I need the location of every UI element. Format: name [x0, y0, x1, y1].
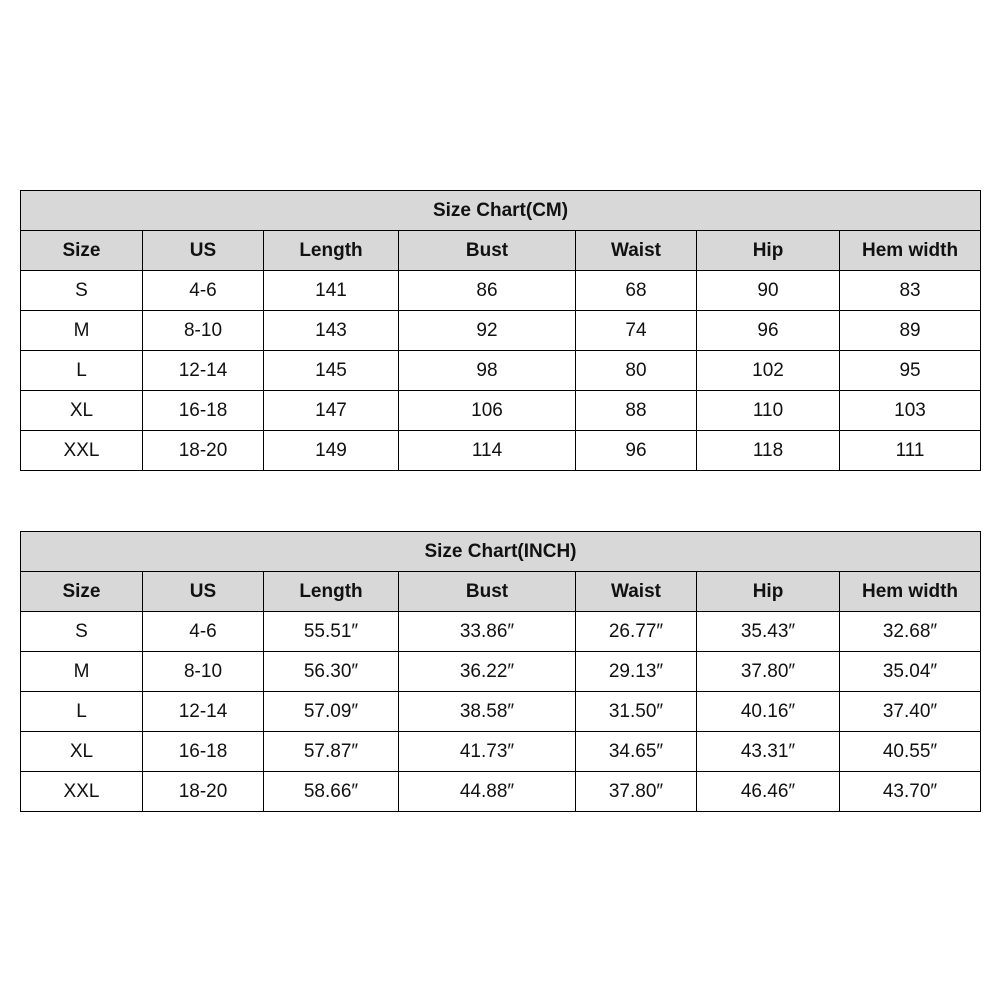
table-cell: 43.31″ [697, 732, 840, 772]
table-cell: L [21, 351, 143, 391]
table-row [21, 431, 981, 471]
column-header-waist: Waist [576, 231, 697, 271]
table-cell: 149 [264, 431, 399, 471]
table-cell: 141 [264, 271, 399, 311]
table-row [21, 732, 981, 772]
table-cell: 31.50″ [576, 692, 697, 732]
table-cell: 86 [399, 271, 576, 311]
table-cell: 12-14 [143, 692, 264, 732]
table-cell: 37.80″ [576, 772, 697, 812]
column-header-length: Length [264, 231, 399, 271]
table-row [21, 351, 981, 391]
table-cell: 18-20 [143, 772, 264, 812]
column-header-bust: Bust [399, 572, 576, 612]
table-cell: 103 [840, 391, 981, 431]
column-header-us: US [143, 231, 264, 271]
table-cell: 36.22″ [399, 652, 576, 692]
table-cell: 147 [264, 391, 399, 431]
table-cell: 33.86″ [399, 612, 576, 652]
table-cell: 98 [399, 351, 576, 391]
table-row [21, 311, 981, 351]
table-cell: 35.43″ [697, 612, 840, 652]
table-header-row [21, 231, 981, 271]
table-cell: 4-6 [143, 271, 264, 311]
table-cell: 8-10 [143, 311, 264, 351]
table-cell: 8-10 [143, 652, 264, 692]
table-cell: 34.65″ [576, 732, 697, 772]
column-header-us: US [143, 572, 264, 612]
table-cell: 57.87″ [264, 732, 399, 772]
column-header-bust: Bust [399, 231, 576, 271]
table-cell: 44.88″ [399, 772, 576, 812]
table-row [21, 652, 981, 692]
table-row [21, 772, 981, 812]
table-cell: 32.68″ [840, 612, 981, 652]
table-cell: 102 [697, 351, 840, 391]
table-cell: 38.58″ [399, 692, 576, 732]
table-cell: 118 [697, 431, 840, 471]
table-cell: 12-14 [143, 351, 264, 391]
table-cell: 41.73″ [399, 732, 576, 772]
table-cell: 57.09″ [264, 692, 399, 732]
table-row [21, 271, 981, 311]
table-cell: 145 [264, 351, 399, 391]
table-cell: 89 [840, 311, 981, 351]
size-chart-inch-table [20, 531, 981, 812]
column-header-hip: Hip [697, 572, 840, 612]
table-cell: XXL [21, 431, 143, 471]
table-cell: 95 [840, 351, 981, 391]
column-header-length: Length [264, 572, 399, 612]
table-cell: 26.77″ [576, 612, 697, 652]
table-cell: 16-18 [143, 391, 264, 431]
table-cell: 35.04″ [840, 652, 981, 692]
column-header-size: Size [21, 572, 143, 612]
table-cell: 111 [840, 431, 981, 471]
table-cell: XL [21, 391, 143, 431]
table-row [21, 692, 981, 732]
table-cell: L [21, 692, 143, 732]
table-row [21, 391, 981, 431]
column-header-size: Size [21, 231, 143, 271]
table-title-row [21, 532, 981, 572]
table-cell: 16-18 [143, 732, 264, 772]
table-cell: 88 [576, 391, 697, 431]
table-header-row [21, 572, 981, 612]
table-cell: 58.66″ [264, 772, 399, 812]
table-cell: 18-20 [143, 431, 264, 471]
table-cell: 4-6 [143, 612, 264, 652]
table-cell: XL [21, 732, 143, 772]
table-cell: 55.51″ [264, 612, 399, 652]
table-cell: 114 [399, 431, 576, 471]
column-header-waist: Waist [576, 572, 697, 612]
table-cell: 74 [576, 311, 697, 351]
table-title: Size Chart(CM) [21, 191, 981, 231]
column-header-hem-width: Hem width [840, 231, 981, 271]
table-cell: 56.30″ [264, 652, 399, 692]
table-cell: 96 [576, 431, 697, 471]
column-header-hip: Hip [697, 231, 840, 271]
table-cell: 92 [399, 311, 576, 351]
table-cell: 143 [264, 311, 399, 351]
table-cell: 40.55″ [840, 732, 981, 772]
table-title-row [21, 191, 981, 231]
table-cell: 37.80″ [697, 652, 840, 692]
table-title: Size Chart(INCH) [21, 532, 981, 572]
table-cell: 80 [576, 351, 697, 391]
table-cell: 96 [697, 311, 840, 351]
table-cell: 46.46″ [697, 772, 840, 812]
table-cell: 83 [840, 271, 981, 311]
table-cell: M [21, 311, 143, 351]
size-chart-cm-table [20, 190, 981, 471]
table-cell: M [21, 652, 143, 692]
table-cell: 43.70″ [840, 772, 981, 812]
table-cell: XXL [21, 772, 143, 812]
table-cell: 110 [697, 391, 840, 431]
table-row [21, 612, 981, 652]
table-cell: 37.40″ [840, 692, 981, 732]
table-cell: 40.16″ [697, 692, 840, 732]
table-cell: 106 [399, 391, 576, 431]
table-cell: S [21, 612, 143, 652]
table-cell: 29.13″ [576, 652, 697, 692]
table-cell: 68 [576, 271, 697, 311]
column-header-hem-width: Hem width [840, 572, 981, 612]
table-cell: S [21, 271, 143, 311]
table-cell: 90 [697, 271, 840, 311]
